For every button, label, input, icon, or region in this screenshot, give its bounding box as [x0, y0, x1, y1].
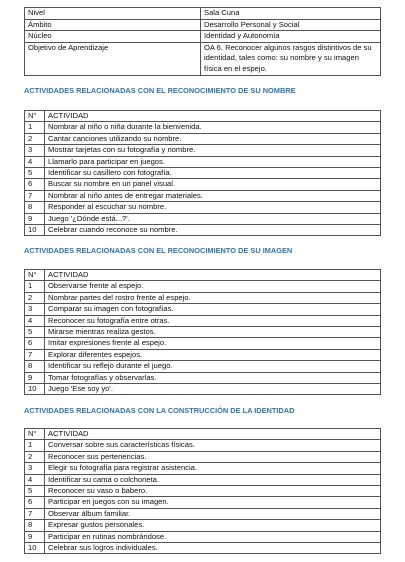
row-activity: Observar álbum familiar. — [45, 508, 381, 519]
header-number: N° — [25, 111, 45, 122]
row-activity: Explorar diferentes espejos. — [45, 349, 381, 360]
info-key: Ámbito — [25, 19, 201, 31]
row-number: 2 — [25, 133, 45, 144]
row-number: 10 — [25, 543, 45, 554]
info-value: OA 6. Reconocer algunos rasgos distintivos de su identidad, tales como: su nombre y su imagen física en el espejo. — [201, 42, 381, 75]
section-title-identidad: ACTIVIDADES RELACIONADAS CON LA CONSTRUCCIÓN DE LA IDENTIDAD — [24, 406, 295, 415]
table-row — [25, 179, 381, 190]
header-number: N° — [25, 429, 45, 440]
row-activity: Mirarse mientras realiza gestos. — [45, 327, 381, 338]
table-row — [25, 168, 381, 179]
table-row — [25, 202, 381, 213]
table-row — [25, 486, 381, 497]
table-row — [25, 145, 381, 156]
info-value: Desarrollo Personal y Social — [201, 19, 381, 31]
table-row — [25, 327, 381, 338]
row-number: 9 — [25, 531, 45, 542]
row-activity: Reconocer su vaso o babero. — [45, 486, 381, 497]
row-activity: Celebrar cuando reconoce su nombre. — [45, 225, 381, 236]
row-activity: Nombrar al niño o niña durante la bienvenida. — [45, 122, 381, 133]
row-number: 7 — [25, 508, 45, 519]
row-number: 2 — [25, 451, 45, 462]
table-row — [25, 304, 381, 315]
info-key: Nivel — [25, 8, 201, 20]
table-row — [25, 349, 381, 360]
row-number: 3 — [25, 145, 45, 156]
table-row — [25, 384, 381, 395]
row-activity: Reconocer sus pertenencias. — [45, 451, 381, 462]
info-key: Objetivo de Aprendizaje — [25, 42, 201, 75]
row-number: 6 — [25, 497, 45, 508]
info-value: Identidad y Autonomía — [201, 31, 381, 43]
row-activity: Mostrar tarjetas con su fotografía y nombre. — [45, 145, 381, 156]
row-activity: Comparar su imagen con fotografías. — [45, 304, 381, 315]
row-number: 8 — [25, 520, 45, 531]
table-row — [25, 451, 381, 462]
row-activity: Tomar fotografías y observarlas. — [45, 372, 381, 383]
row-activity: Participar en rutinas nombrándose. — [45, 531, 381, 542]
section-title-nombre: ACTIVIDADES RELACIONADAS CON EL RECONOCIMIENTO DE SU NOMBRE — [24, 86, 296, 95]
row-activity: Llamarlo para participar en juegos. — [45, 156, 381, 167]
row-number: 4 — [25, 474, 45, 485]
table-row — [25, 508, 381, 519]
row-activity: Responder al escuchar su nombre. — [45, 202, 381, 213]
row-number: 5 — [25, 486, 45, 497]
table-header-row — [25, 111, 381, 122]
row-activity: Imitar expresiones frente al espejo. — [45, 338, 381, 349]
activity-table-imagen — [24, 269, 381, 395]
row-number: 1 — [25, 122, 45, 133]
row-number: 6 — [25, 338, 45, 349]
activity-table-identidad — [24, 428, 381, 554]
row-activity: Celebrar sus logros individuales. — [45, 543, 381, 554]
row-activity: Expresar gustos personales. — [45, 520, 381, 531]
table-row — [25, 520, 381, 531]
row-number: 3 — [25, 304, 45, 315]
table-row — [25, 122, 381, 133]
table-row — [25, 463, 381, 474]
table-row — [25, 133, 381, 144]
row-activity: Reconocer su fotografía entre otras. — [45, 315, 381, 326]
header-activity: ACTIVIDAD — [45, 429, 381, 440]
table-row — [25, 474, 381, 485]
table-row — [25, 315, 381, 326]
row-activity: Participar en juegos con su imagen. — [45, 497, 381, 508]
info-table — [24, 7, 381, 76]
table-header-row — [25, 270, 381, 281]
row-activity: Elegir su fotografía para registrar asistencia. — [45, 463, 381, 474]
row-number: 2 — [25, 292, 45, 303]
row-activity: Nombrar al niño antes de entregar materiales. — [45, 190, 381, 201]
row-number: 9 — [25, 372, 45, 383]
row-activity: Observarse frente al espejo. — [45, 281, 381, 292]
row-activity: Identificar su reflejo durante el juego. — [45, 361, 381, 372]
table-row — [25, 361, 381, 372]
section-title-imagen: ACTIVIDADES RELACIONADAS CON EL RECONOCIMIENTO DE SU IMAGEN — [24, 246, 293, 255]
row-activity: Identificar su cama o colchoneta. — [45, 474, 381, 485]
table-row — [25, 543, 381, 554]
row-number: 6 — [25, 179, 45, 190]
table-row — [25, 531, 381, 542]
row-number: 4 — [25, 156, 45, 167]
table-row — [25, 213, 381, 224]
row-activity: Nombrar partes del rostro frente al espejo. — [45, 292, 381, 303]
table-row — [25, 440, 381, 451]
row-number: 7 — [25, 349, 45, 360]
row-activity: Juego 'Ese soy yo'. — [45, 384, 381, 395]
info-key: Núcleo — [25, 31, 201, 43]
header-number: N° — [25, 270, 45, 281]
row-number: 8 — [25, 361, 45, 372]
row-number: 5 — [25, 327, 45, 338]
row-number: 3 — [25, 463, 45, 474]
row-number: 1 — [25, 281, 45, 292]
row-activity: Buscar su nombre en un panel visual. — [45, 179, 381, 190]
table-row — [25, 338, 381, 349]
row-number: 4 — [25, 315, 45, 326]
row-activity: Identificar su casillero con fotografía. — [45, 168, 381, 179]
header-activity: ACTIVIDAD — [45, 111, 381, 122]
info-value: Sala Cuna — [201, 8, 381, 20]
row-number: 9 — [25, 213, 45, 224]
table-row — [25, 190, 381, 201]
info-row-objetivo — [25, 42, 381, 75]
row-activity: Conversar sobre sus características físicas. — [45, 440, 381, 451]
header-activity: ACTIVIDAD — [45, 270, 381, 281]
row-number: 1 — [25, 440, 45, 451]
info-row-nivel — [25, 8, 381, 20]
table-row — [25, 497, 381, 508]
table-row — [25, 292, 381, 303]
table-header-row — [25, 429, 381, 440]
info-row-nucleo — [25, 31, 381, 43]
table-row — [25, 156, 381, 167]
row-number: 10 — [25, 384, 45, 395]
row-activity: Cantar canciones utilizando su nombre. — [45, 133, 381, 144]
table-row — [25, 281, 381, 292]
table-row — [25, 372, 381, 383]
table-row — [25, 225, 381, 236]
row-number: 7 — [25, 190, 45, 201]
row-activity: Juego '¿Dónde está...?'. — [45, 213, 381, 224]
row-number: 10 — [25, 225, 45, 236]
activity-table-nombre — [24, 110, 381, 236]
row-number: 8 — [25, 202, 45, 213]
row-number: 5 — [25, 168, 45, 179]
info-row-ambito — [25, 19, 381, 31]
